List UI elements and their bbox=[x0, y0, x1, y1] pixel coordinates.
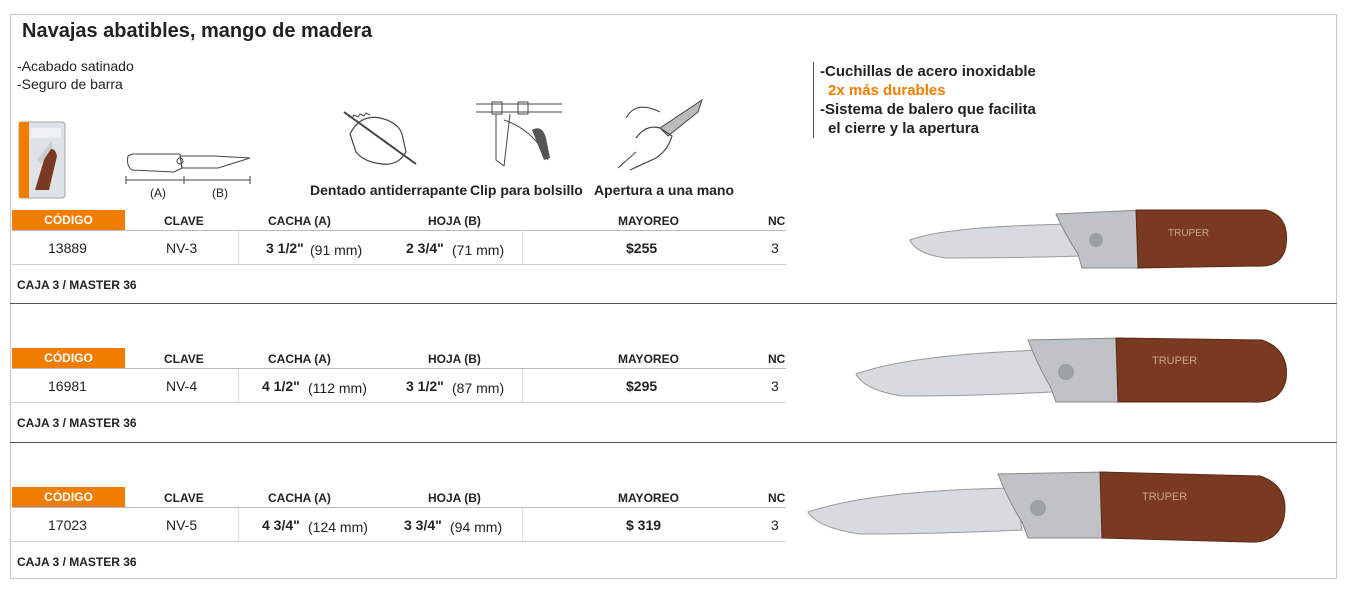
knife-image-nv3 bbox=[906, 206, 1292, 282]
cell-code: 13889 bbox=[48, 240, 87, 256]
feature-line: -Cuchillas de acero inoxidable bbox=[820, 63, 1036, 80]
pocket-clip-icon bbox=[474, 100, 564, 170]
cell-cacha-mm: (91 mm) bbox=[310, 242, 363, 258]
cell-cacha-mm: (112 mm) bbox=[308, 380, 367, 396]
table-row bbox=[12, 231, 786, 265]
cell-hoja-mm: (71 mm) bbox=[452, 242, 505, 258]
knife-image-nv5 bbox=[804, 468, 1292, 554]
cell-hoja-mm: (94 mm) bbox=[450, 519, 503, 535]
header-cacha: CACHA (A) bbox=[268, 491, 331, 505]
header-code: CÓDIGO bbox=[12, 487, 125, 507]
section-divider bbox=[10, 442, 1337, 443]
cell-hoja: 3 1/2" bbox=[406, 378, 444, 394]
brand-logo: TRUPER bbox=[1168, 228, 1210, 239]
cell-cacha-mm: (124 mm) bbox=[308, 519, 368, 535]
packaging-info: CAJA 3 / MASTER 36 bbox=[17, 416, 137, 430]
section-divider bbox=[10, 303, 1337, 304]
cell-code: 16981 bbox=[48, 378, 87, 394]
header-hoja: HOJA (B) bbox=[428, 214, 481, 228]
packaging-info: CAJA 3 / MASTER 36 bbox=[17, 278, 137, 292]
cell-hoja-mm: (87 mm) bbox=[452, 380, 505, 396]
cell-cacha: 4 1/2" bbox=[262, 378, 300, 394]
header-clave: CLAVE bbox=[164, 214, 204, 228]
cell-code: 17023 bbox=[48, 517, 87, 533]
header-cacha: CACHA (A) bbox=[268, 214, 331, 228]
cell-nc: 3 bbox=[771, 517, 779, 533]
cell-clave: NV-4 bbox=[166, 378, 198, 394]
header-mayoreo: MAYOREO bbox=[618, 491, 679, 505]
package-image bbox=[17, 120, 67, 200]
feature-highlight: 2x más durables bbox=[828, 82, 946, 99]
cell-cacha: 3 1/2" bbox=[266, 240, 304, 256]
dimension-diagram bbox=[122, 146, 254, 202]
highlight-features bbox=[813, 62, 1036, 138]
header-clave: CLAVE bbox=[164, 352, 204, 366]
packaging-info: CAJA 3 / MASTER 36 bbox=[17, 555, 137, 569]
cell-hoja: 2 3/4" bbox=[406, 240, 444, 256]
serrated-grip-icon bbox=[340, 104, 420, 174]
label-a: (A) bbox=[150, 186, 166, 200]
bullet-item: -Seguro de barra bbox=[17, 76, 123, 92]
cell-hoja: 3 3/4" bbox=[404, 517, 442, 533]
header-nc: NC bbox=[768, 491, 786, 505]
table-row bbox=[12, 508, 786, 542]
cell-mayoreo: $295 bbox=[626, 378, 658, 394]
bullet-item: -Acabado satinado bbox=[17, 58, 134, 74]
table-row bbox=[12, 369, 786, 403]
header-mayoreo: MAYOREO bbox=[618, 214, 679, 228]
label-b: (B) bbox=[212, 186, 228, 200]
cell-cacha: 4 3/4" bbox=[262, 517, 300, 533]
header-code: CÓDIGO bbox=[12, 348, 125, 368]
header-mayoreo: MAYOREO bbox=[618, 352, 679, 366]
cell-nc: 3 bbox=[771, 240, 779, 256]
header-clave: CLAVE bbox=[164, 491, 204, 505]
cell-clave: NV-5 bbox=[166, 517, 198, 533]
header-cacha: CACHA (A) bbox=[268, 352, 331, 366]
cell-nc: 3 bbox=[771, 378, 779, 394]
cell-clave: NV-3 bbox=[166, 240, 198, 256]
page-title: Navajas abatibles, mango de madera bbox=[22, 20, 373, 42]
header-nc: NC bbox=[768, 352, 786, 366]
header-nc: NC bbox=[768, 214, 786, 228]
feature-line: -Sistema de balero que facilita bbox=[820, 101, 1036, 118]
cell-mayoreo: $255 bbox=[626, 240, 658, 256]
one-hand-open-icon bbox=[616, 98, 706, 172]
icon-caption: Clip para bolsillo bbox=[470, 182, 583, 198]
feature-line: el cierre y la apertura bbox=[828, 120, 979, 137]
knife-image-nv4 bbox=[852, 336, 1292, 420]
icon-caption: Dentado antiderrapante bbox=[310, 182, 468, 198]
brand-logo: TRUPER bbox=[1142, 491, 1188, 503]
table-header bbox=[12, 210, 786, 231]
feature-bullets bbox=[17, 57, 134, 93]
header-hoja: HOJA (B) bbox=[428, 491, 481, 505]
table-header bbox=[12, 348, 786, 369]
header-code: CÓDIGO bbox=[12, 210, 125, 230]
header-hoja: HOJA (B) bbox=[428, 352, 481, 366]
icon-caption: Apertura a una mano bbox=[594, 182, 735, 198]
brand-logo: TRUPER bbox=[1152, 355, 1198, 367]
table-header bbox=[12, 487, 786, 508]
cell-mayoreo: $ 319 bbox=[626, 517, 662, 533]
